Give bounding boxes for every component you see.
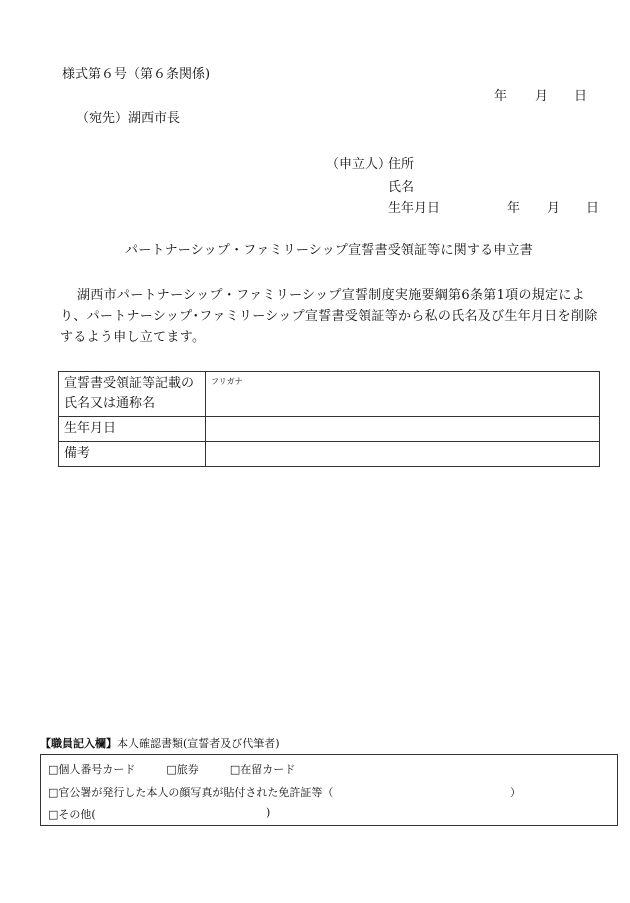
applicant-name-label: 氏名: [388, 180, 415, 195]
staff-options-row2: [48, 784, 521, 800]
name-label-line2: 氏名又は通称名: [64, 396, 156, 411]
remarks-label-cell: 備考: [59, 442, 206, 467]
applicant-dob-day: 日: [586, 201, 600, 216]
name-label-line1: 宣誓書受領証等記載の: [64, 376, 195, 391]
dob-label-cell: 生年月日: [59, 417, 206, 442]
date-top-year: 年: [494, 89, 508, 104]
applicant-address-label: 住所: [388, 157, 415, 172]
table-row-name: [59, 372, 600, 417]
document-title: パートナーシップ・ファミリーシップ宣誓書受領証等に関する申立書: [125, 243, 533, 258]
staff-options-row1: [48, 761, 295, 777]
body-text: 湖西市パートナーシップ・ファミリーシップ宣誓制度実施要綱第6条第1項の規定により、パートナーシップ･ファミリーシップ宣誓書受領証等から私の氏名及び生年月日を削除するよう申し立てます。: [60, 288, 598, 345]
staff-heading-bracketed: 【職員記入欄】: [40, 737, 117, 750]
staff-box: [40, 754, 618, 826]
staff-heading-rest: 本人確認書類(宣誓者及び代筆者): [117, 737, 280, 750]
form-number: 様式第６号（第６条関係): [62, 67, 211, 82]
table-row-dob: [59, 417, 600, 442]
applicant-dob-year: 年: [507, 201, 521, 216]
name-value-cell[interactable]: [206, 372, 600, 417]
name-label-cell: [59, 372, 206, 417]
staff-heading: [40, 735, 280, 751]
remarks-value-cell[interactable]: [206, 442, 600, 467]
info-table: [58, 371, 600, 467]
applicant-dob-month: 月: [547, 201, 561, 216]
option-mynumber-card[interactable]: □個人番号カード: [48, 763, 136, 776]
dob-value-cell[interactable]: [206, 417, 600, 442]
applicant-role-label: （申立人）: [326, 157, 392, 172]
option-photo-license[interactable]: □官公署が発行した本人の顔写真が貼付された免許証等（: [48, 786, 334, 799]
option-photo-license-close: ）: [510, 786, 521, 799]
option-passport[interactable]: □旅券: [166, 763, 199, 776]
date-top-month: 月: [535, 89, 549, 104]
applicant-dob-label: 生年月日: [388, 201, 441, 216]
option-other[interactable]: □その他(: [48, 808, 96, 821]
furigana-label: フリガナ: [211, 377, 243, 386]
option-other-close: ): [266, 806, 271, 819]
option-residence-card[interactable]: □在留カード: [229, 763, 296, 776]
addressee: （宛先）湖西市長: [76, 111, 181, 126]
table-row-remarks: [59, 442, 600, 467]
staff-options-row3: [48, 806, 278, 822]
date-top-day: 日: [574, 89, 588, 104]
